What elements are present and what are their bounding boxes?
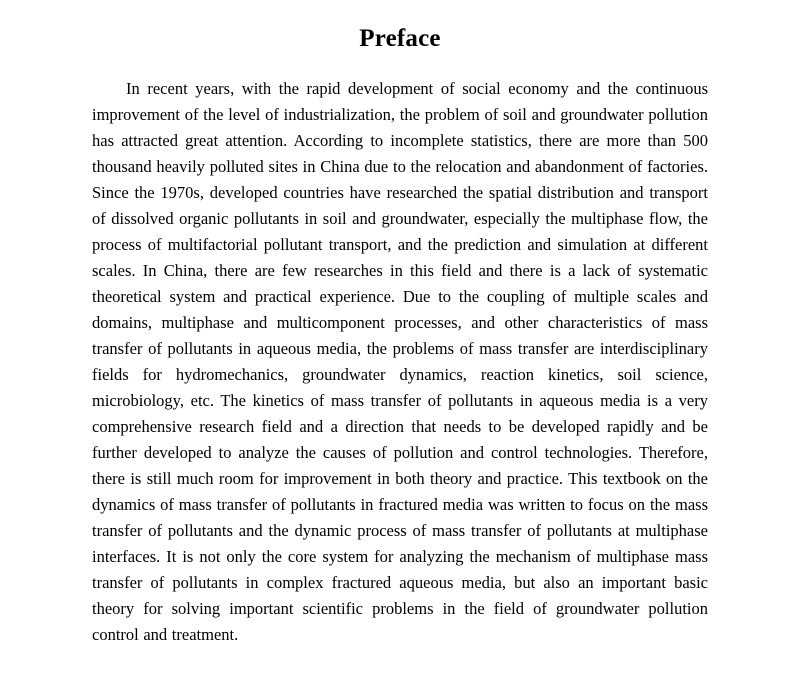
preface-paragraph: In recent years, with the rapid development of social economy and the continuous improvement of the level of industrialization, the problem of soil and groundwater pollution has attracted great attention. According to incomplete statistics, there are more than 500 thousand heavily polluted sites in China due to the relocation and abandonment of factories. Since the 1970s, developed countries have researched the spatial distribution and transport of dissolved organic pollutants in soil and groundwater, especially the multiphase flow, the process of multifactorial pollutant transport, and the prediction and simulation at different scales. In China, there are few researches in this field and there is a lack of systematic theoretical system and practical experience. Due to the coupling of multiple scales and domains, multiphase and multicomponent processes, and other characteristics of mass transfer of pollutants in aqueous media, the problems of mass transfer are interdisciplinary fields for hydromechanics, groundwater dynamics, reaction kinetics, soil science, microbiology, etc. The kinetics of mass transfer of pollutants in aqueous media is a very comprehensive research field and a direction that needs to be developed rapidly and be further developed to analyze the causes of pollution and control technologies. Therefore, there is still much room for improvement in both theory and practice. This textbook on the dynamics of mass transfer of pollutants in fractured media was written to focus on the mass transfer of pollutants and the dynamic process of mass transfer of pollutants at multiphase interfaces. It is not only the core system for analyzing the mechanism of multiphase mass transfer of pollutants in complex fractured aqueous media, but also an important basic theory for solving important scientific problems in the field of groundwater pollution control and treatment.: [92, 79, 708, 644]
page-title: Preface: [359, 25, 441, 52]
